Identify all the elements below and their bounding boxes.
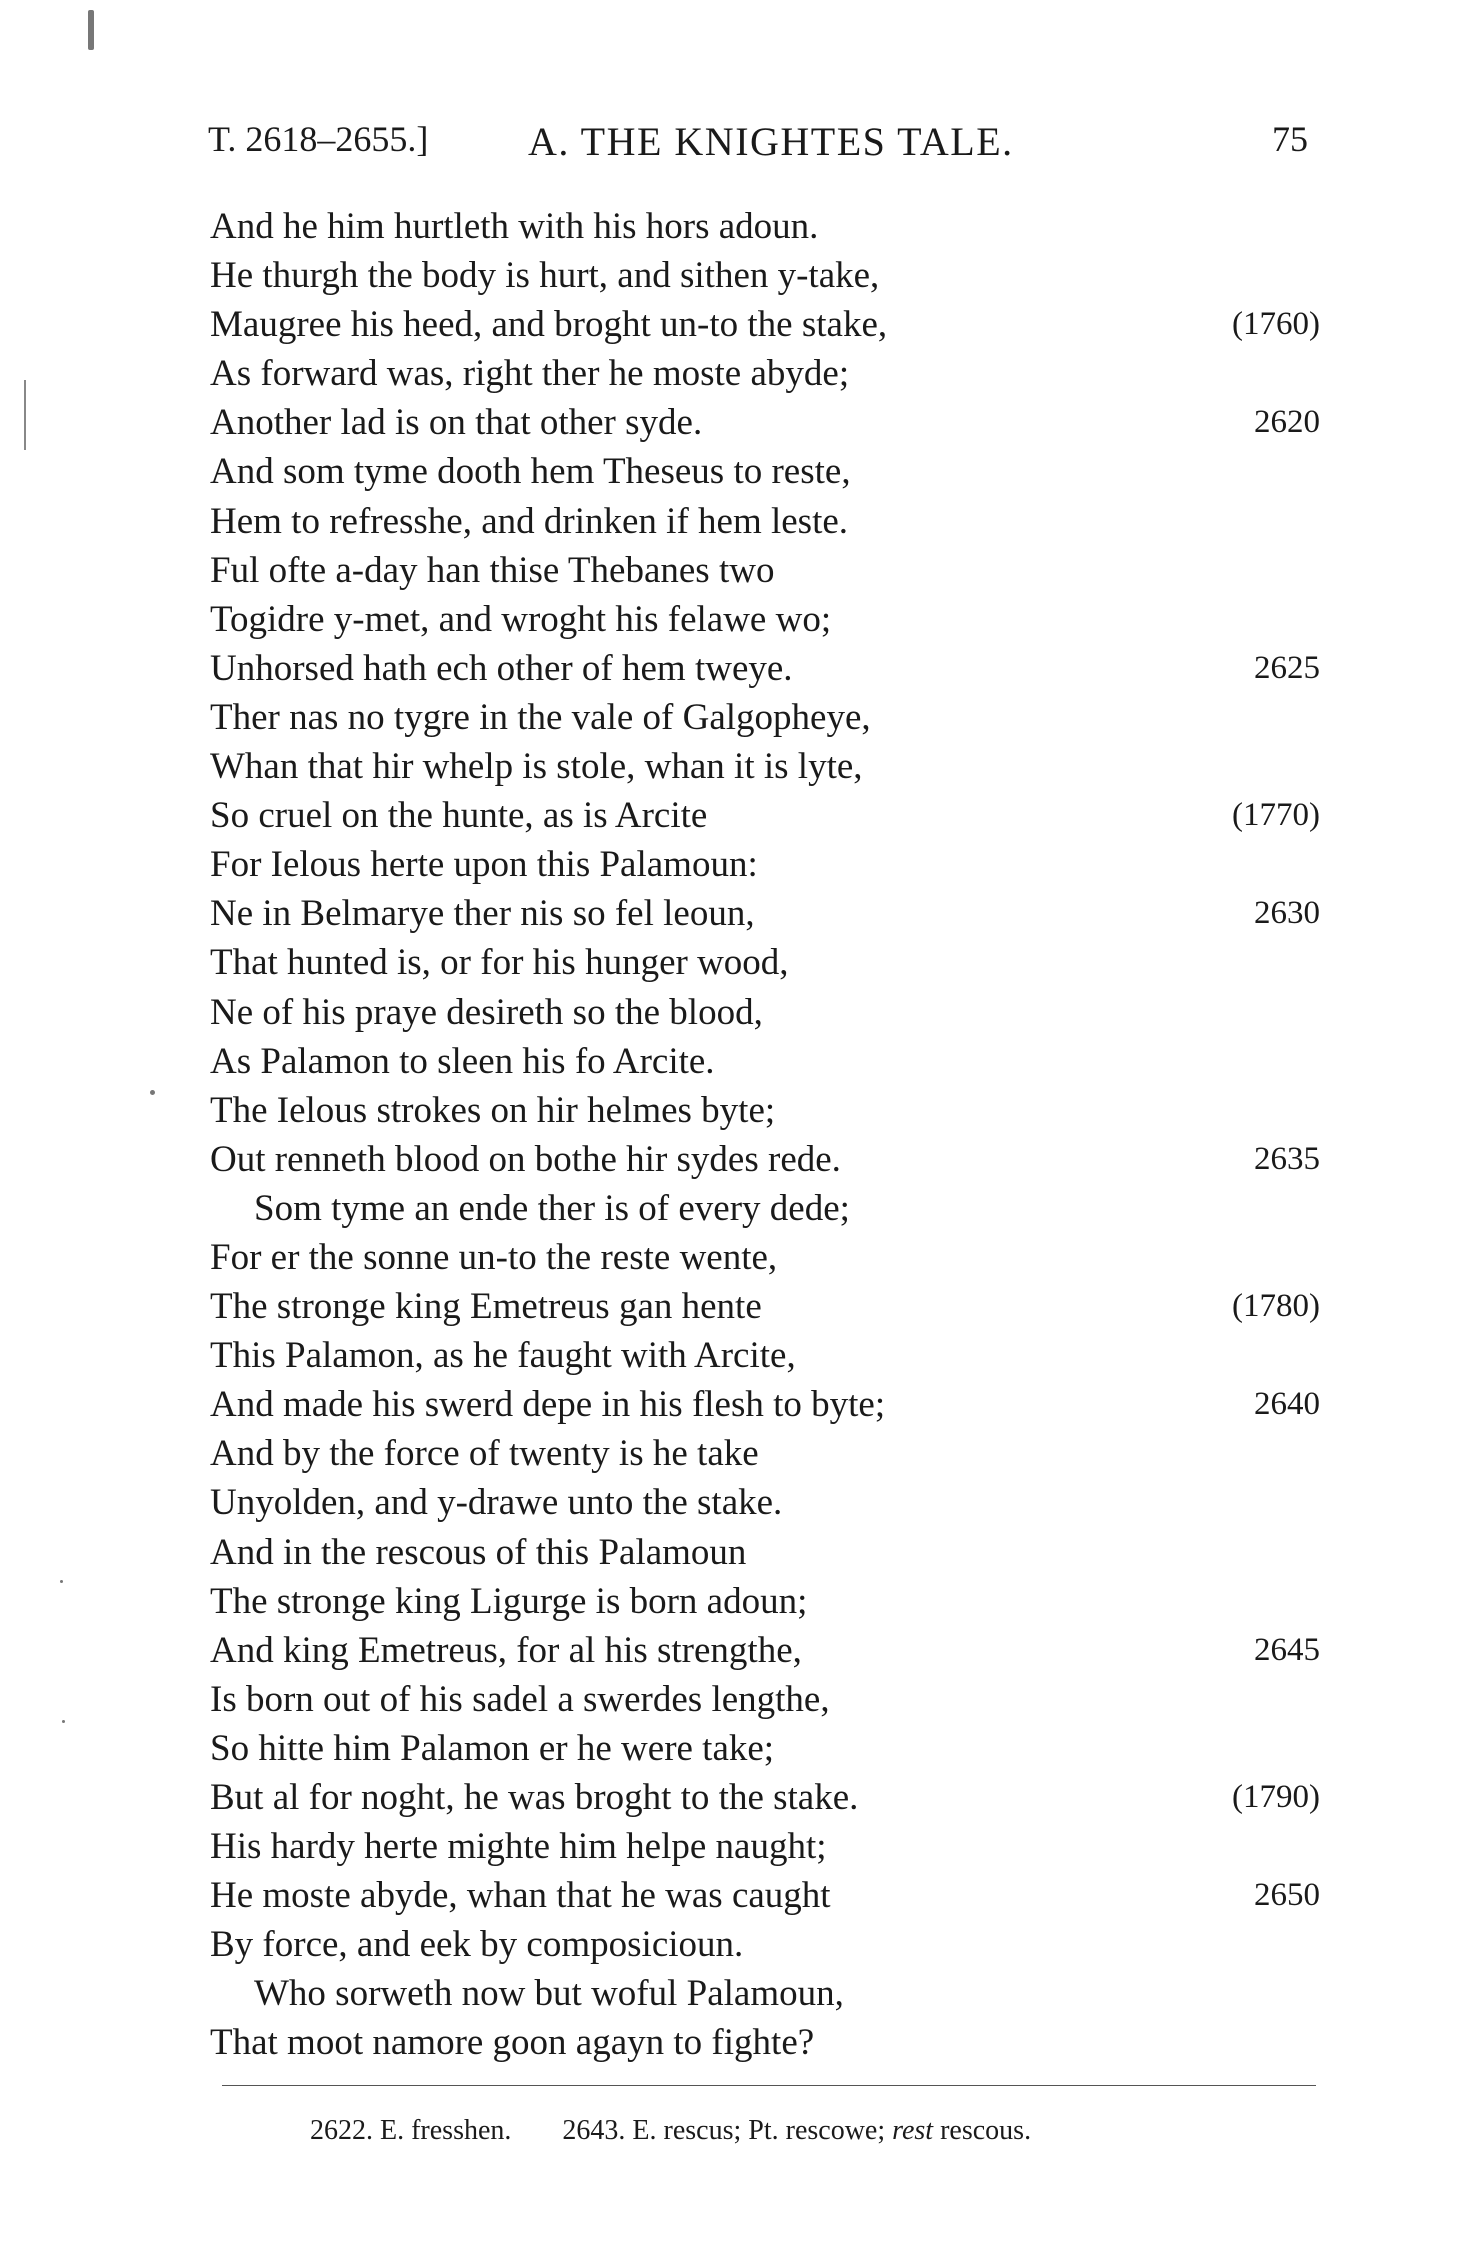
verse-line bbox=[210, 1135, 1320, 1184]
verse-line bbox=[210, 349, 1320, 398]
verse-text: Out renneth blood on bothe hir sydes rede. bbox=[210, 1138, 841, 1180]
page-number: 75 bbox=[1272, 119, 1308, 159]
verse-line bbox=[210, 1184, 1320, 1233]
verse-line bbox=[210, 644, 1320, 693]
verse-text: As forward was, right ther he moste abyde; bbox=[210, 353, 850, 395]
verse-text: And by the force of twenty is he take bbox=[210, 1433, 759, 1475]
line-number: (1770) bbox=[1232, 797, 1320, 834]
scan-margin-mark bbox=[24, 380, 26, 450]
scan-speck bbox=[62, 1720, 65, 1723]
verse-text: For er the sonne un-to the reste wente, bbox=[210, 1236, 778, 1278]
verse-text: His hardy herte mighte him helpe naught; bbox=[210, 1826, 827, 1868]
line-number: (1780) bbox=[1232, 1288, 1320, 1325]
line-number: 2645 bbox=[1254, 1631, 1320, 1668]
footnote-2643-suffix: rescous. bbox=[940, 2115, 1032, 2146]
verse-line bbox=[210, 2018, 1320, 2067]
running-header bbox=[208, 118, 1308, 174]
verse-text: Ther nas no tygre in the vale of Galgopheye, bbox=[210, 696, 871, 738]
verse-line bbox=[210, 1528, 1320, 1577]
verse-line bbox=[210, 791, 1320, 840]
verse-line bbox=[210, 742, 1320, 791]
verse-line bbox=[210, 1773, 1320, 1822]
verse-line bbox=[210, 595, 1320, 644]
verse-text: Another lad is on that other syde. bbox=[210, 402, 703, 444]
verse-line bbox=[210, 1233, 1320, 1282]
footnote-2643-prefix: 2643. E. rescus; Pt. rescowe; bbox=[562, 2115, 886, 2146]
footnotes bbox=[310, 2115, 1310, 2147]
line-number: 2630 bbox=[1254, 895, 1320, 932]
verse-text: So hitte him Palamon er he were take; bbox=[210, 1727, 775, 1769]
verse-text: This Palamon, as he faught with Arcite, bbox=[210, 1335, 796, 1377]
verse-line bbox=[210, 693, 1320, 742]
line-range-ref: T. 2618–2655.] bbox=[208, 119, 429, 159]
verse-line bbox=[210, 1724, 1320, 1773]
verse-line bbox=[210, 1969, 1320, 2018]
line-number: 2640 bbox=[1254, 1386, 1320, 1423]
scan-speck bbox=[60, 1580, 63, 1583]
verse-text: The Ielous strokes on hir helmes byte; bbox=[210, 1089, 776, 1131]
verse-text: Som tyme an ende ther is of every dede; bbox=[254, 1187, 850, 1229]
verse-text: Whan that hir whelp is stole, whan it is lyte, bbox=[210, 746, 863, 788]
line-number: (1760) bbox=[1232, 306, 1320, 343]
verse-line bbox=[210, 1037, 1320, 1086]
verse-text: Ne of his praye desireth so the blood, bbox=[210, 991, 763, 1033]
verse-line bbox=[210, 398, 1320, 447]
verse-line bbox=[210, 1282, 1320, 1331]
verse-text: Who sorweth now but woful Palamoun, bbox=[254, 1973, 844, 2015]
line-number: 2635 bbox=[1254, 1140, 1320, 1177]
verse-text: So cruel on the hunte, as is Arcite bbox=[210, 795, 708, 837]
verse-line bbox=[210, 546, 1320, 595]
verse-text: Ne in Belmarye ther nis so fel leoun, bbox=[210, 893, 755, 935]
verse-line bbox=[210, 1577, 1320, 1626]
verse-text: Hem to refresshe, and drinken if hem leste. bbox=[210, 500, 849, 542]
verse-text: That moot namore goon agayn to fighte? bbox=[210, 2022, 815, 2064]
verse-text: And made his swerd depe in his flesh to byte; bbox=[210, 1384, 886, 1426]
verse-line bbox=[210, 447, 1320, 496]
verse-text: That hunted is, or for his hunger wood, bbox=[210, 942, 789, 984]
verse-line bbox=[210, 1675, 1320, 1724]
verse-line bbox=[210, 1478, 1320, 1527]
verse-text: And he him hurtleth with his hors adoun. bbox=[210, 206, 819, 247]
verse-line bbox=[210, 1626, 1320, 1675]
verse-text: And som tyme dooth hem Theseus to reste, bbox=[210, 451, 851, 493]
verse-text: By force, and eek by composicioun. bbox=[210, 1924, 744, 1966]
verse-line bbox=[210, 840, 1320, 889]
verse-text: The stronge king Ligurge is born adoun; bbox=[210, 1580, 808, 1622]
scan-speck bbox=[88, 10, 94, 50]
verse-text: As Palamon to sleen his fo Arcite. bbox=[210, 1040, 715, 1082]
verse-line bbox=[210, 300, 1320, 349]
verse-text: Is born out of his sadel a swerdes lengthe, bbox=[210, 1678, 830, 1720]
verse-text: He moste abyde, whan that he was caught bbox=[210, 1875, 831, 1917]
verse-text: Togidre y-met, and wroght his felawe wo; bbox=[210, 598, 832, 640]
verse-text: And king Emetreus, for al his strengthe, bbox=[210, 1629, 802, 1671]
line-number: 2650 bbox=[1254, 1877, 1320, 1914]
verse-line bbox=[210, 1086, 1320, 1135]
verse-line bbox=[210, 1822, 1320, 1871]
verse-line bbox=[210, 202, 1320, 251]
verse-line bbox=[210, 1920, 1320, 1969]
verse-text: He thurgh the body is hurt, and sithen y-take, bbox=[210, 255, 880, 297]
verse-text: But al for noght, he was broght to the stake. bbox=[210, 1777, 859, 1818]
poem-text bbox=[210, 202, 1320, 2068]
verse-line bbox=[210, 1331, 1320, 1380]
verse-text: The stronge king Emetreus gan hente bbox=[210, 1286, 762, 1328]
verse-text: And in the rescous of this Palamoun bbox=[210, 1531, 747, 1573]
verse-line bbox=[210, 251, 1320, 300]
footnote-2643-italic: rest bbox=[892, 2115, 934, 2146]
line-number: (1790) bbox=[1232, 1779, 1320, 1815]
verse-line bbox=[210, 889, 1320, 938]
line-number: 2620 bbox=[1254, 404, 1320, 441]
footnote-2622: 2622. E. fresshen. bbox=[310, 2115, 512, 2146]
page-title: A. THE KNIGHTES TALE. bbox=[528, 119, 1014, 164]
footnote-divider bbox=[222, 2085, 1316, 2086]
scan-speck bbox=[150, 1090, 155, 1095]
verse-line bbox=[210, 497, 1320, 546]
line-number: 2625 bbox=[1254, 649, 1320, 686]
verse-line bbox=[210, 988, 1320, 1037]
verse-text: For Ielous herte upon this Palamoun: bbox=[210, 844, 758, 886]
verse-line bbox=[210, 1871, 1320, 1920]
verse-text: Maugree his heed, and broght un-to the stake, bbox=[210, 304, 888, 346]
verse-line bbox=[210, 938, 1320, 987]
verse-text: Unhorsed hath ech other of hem tweye. bbox=[210, 647, 793, 689]
verse-text: Ful ofte a-day han thise Thebanes two bbox=[210, 549, 775, 591]
footnote-2643 bbox=[562, 2115, 1031, 2147]
verse-text: Unyolden, and y-drawe unto the stake. bbox=[210, 1482, 783, 1524]
verse-line bbox=[210, 1380, 1320, 1429]
verse-line bbox=[210, 1429, 1320, 1478]
